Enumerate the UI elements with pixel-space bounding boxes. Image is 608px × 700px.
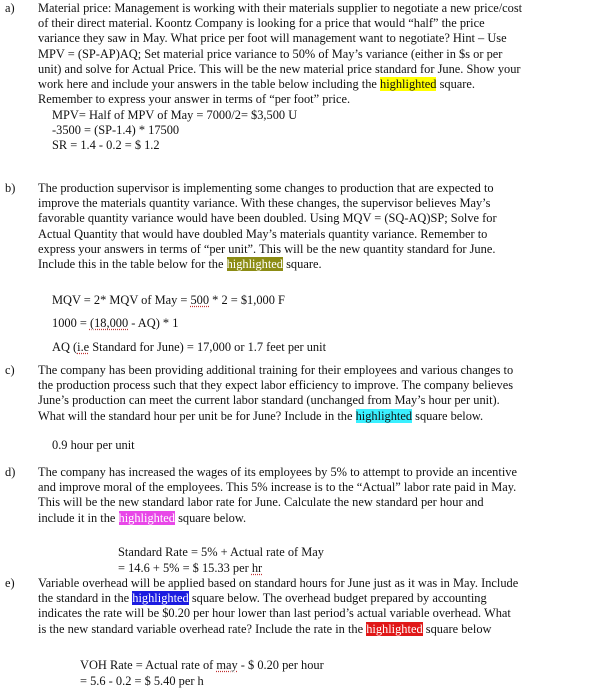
- part-b-line-6-tail: square.: [283, 257, 322, 272]
- part-c-answer: 0.9 hour per unit: [52, 438, 135, 452]
- part-d-calc-1: Standard Rate = 5% + Actual rate of May: [118, 545, 324, 559]
- part-b-calc-1-tail: * 2 = $1,000 F: [209, 293, 285, 307]
- part-e-line-4-text: is the new standard variable overhead rate? Include the rate in the: [38, 621, 367, 636]
- part-d-line-2: and improve moral of the employees. This 5% increase is to the “Actual” labor rate paid in May.: [38, 480, 517, 495]
- part-d-calc-2-text: = 14.6 + 5% = $ 15.33 per: [118, 561, 252, 575]
- part-b-calc-3-value: i.e: [77, 340, 90, 354]
- part-b-letter: b): [5, 181, 16, 195]
- part-b-calc-1: [52, 293, 285, 308]
- part-e-line-2: [38, 591, 596, 606]
- part-d-calc-2: [118, 561, 262, 576]
- part-c-line-3: June’s production can meet the current labor standard (unchanged from May’s hour per unit).: [38, 393, 500, 408]
- part-b-calc-1-value: 500: [190, 293, 210, 307]
- part-a-line-1: Material price: Management is working with their materials supplier to negotiate a new price/cost: [38, 1, 523, 15]
- part-c-letter: c): [5, 363, 15, 377]
- part-d-letter: d): [5, 465, 16, 479]
- part-a-line-4: MPV = (SP-AP)AQ; Set material price variance to 50% of May’s variance (either in $s or per: [38, 46, 503, 61]
- part-d-line-4-text: include it in the: [38, 510, 119, 525]
- part-b-line-3: favorable quantity variance would have been doubled. Using MQV = (SQ-AQ)SP; Solve for: [38, 211, 497, 226]
- part-a-calc-3: SR = 1.4 - 0.2 = $ 1.2: [52, 138, 160, 153]
- part-a-text: [38, 1, 596, 107]
- part-b-text: [38, 181, 596, 272]
- part-d-text: [38, 465, 596, 526]
- part-a-line-2: of their direct material. Koontz Company is looking for a price that would “half” the price: [38, 16, 485, 31]
- part-e-line-2-text: the standard in the: [38, 591, 133, 606]
- part-a-calc-2: -3500 = (SP-1.4) * 17500: [52, 123, 180, 138]
- part-c-line-2: the production process such that they expect labor efficiency to improve. The company believes: [38, 378, 514, 393]
- part-b-line-6: [38, 257, 596, 272]
- part-e-letter: e): [5, 576, 15, 590]
- highlighted-square-label-d: highlighted: [118, 510, 175, 525]
- part-b-calc-3: [52, 340, 326, 355]
- part-a-line-6-tail: square.: [436, 77, 476, 92]
- part-e-line-4: [38, 622, 596, 637]
- part-e-calc-1-word: may: [216, 658, 238, 672]
- part-b-line-6-text: Include this in the table below for the: [38, 257, 227, 272]
- part-a-line-3: variance they saw in May. What price per foot will management want to negotiate? Hint – Use: [38, 31, 507, 46]
- part-a-line-6-text: work here and include your answers in the table below including the: [38, 77, 381, 92]
- part-c-line-4-text: What will the standard hour per unit be for June? Include in the: [38, 408, 356, 423]
- part-a-calc: [52, 108, 297, 154]
- part-e-line-3: indicates the rate will be $0.20 per hour lower than last period’s actual variable overhead. What: [38, 606, 511, 621]
- highlighted-square-label-b: highlighted: [226, 257, 284, 272]
- highlighted-square-label-a: highlighted: [380, 77, 437, 92]
- part-c-line-4: [38, 409, 596, 424]
- part-b-calc-3-text: AQ (: [52, 340, 78, 354]
- part-e-calc-1: [80, 658, 324, 673]
- part-b-line-1: The production supervisor is implementing some changes to production that are expected to: [38, 181, 494, 195]
- part-d-calc-2-unit: hr: [251, 561, 263, 575]
- part-a-line-6: [38, 77, 596, 92]
- part-e-line-1: Variable overhead will be applied based on standard hours for June just as it was in May. Include: [38, 576, 519, 590]
- part-a-line-5: unit) and solve for Actual Price. This will be the new material price standard for June. Show your: [38, 61, 521, 76]
- part-c-line-1: The company has been providing additional training for their employees and various changes to: [38, 363, 514, 377]
- highlighted-square-label-c: highlighted: [355, 408, 413, 423]
- part-e-calc-1-text: VOH Rate = Actual rate of: [80, 658, 217, 672]
- part-d-line-1: The company has increased the wages of its employees by 5% to attempt to provide an incentive: [38, 465, 517, 479]
- part-d-line-4-tail: square below.: [174, 510, 247, 525]
- part-b-calc-1-text: MQV = 2* MQV of May =: [52, 293, 191, 307]
- part-e-text: [38, 576, 596, 637]
- part-b-line-4: Actual Quantity that would have doubled May’s materials quantity variance. Remember to: [38, 226, 488, 241]
- part-b-calc-3-tail: Standard for June) = 17,000 or 1.7 feet per unit: [89, 340, 327, 354]
- part-d-line-4: [38, 511, 596, 526]
- part-b-line-2: improve the materials quantity variance. With these changes, the supervisor believes May’s: [38, 196, 491, 211]
- part-e-line-2-tail: square below. The overhead budget prepared by accounting: [188, 591, 487, 606]
- part-b-calc-2: [52, 316, 178, 331]
- part-e-line-4-tail: square below: [422, 621, 492, 636]
- part-b-calc-2-value: (18,000: [89, 316, 129, 330]
- part-e-calc-1-tail: - $ 0.20 per hour: [237, 658, 324, 672]
- part-b-calc-2-text: 1000 =: [52, 316, 90, 330]
- part-e-calc-2: = 5.6 - 0.2 = $ 5.40 per h: [80, 674, 204, 688]
- part-b-line-5: express your answers in terms of “per unit”. This will be the new quantity standard for June.: [38, 241, 496, 256]
- part-a-letter: a): [5, 1, 15, 15]
- part-c-text: [38, 363, 596, 424]
- highlighted-square-label-e2: highlighted: [366, 621, 423, 636]
- part-b-calc-2-tail: - AQ) * 1: [128, 316, 179, 330]
- highlighted-square-label-e1: highlighted: [132, 591, 189, 606]
- part-a-calc-1: MPV= Half of MPV of May = 7000/2= $3,500 U: [52, 108, 298, 122]
- part-d-line-3: This will be the new standard labor rate for June. Calculate the new standard per hour and: [38, 495, 484, 510]
- part-a-line-7: Remember to express your answer in terms of “per foot” price.: [38, 92, 351, 107]
- part-c-line-4-tail: square below.: [412, 408, 484, 423]
